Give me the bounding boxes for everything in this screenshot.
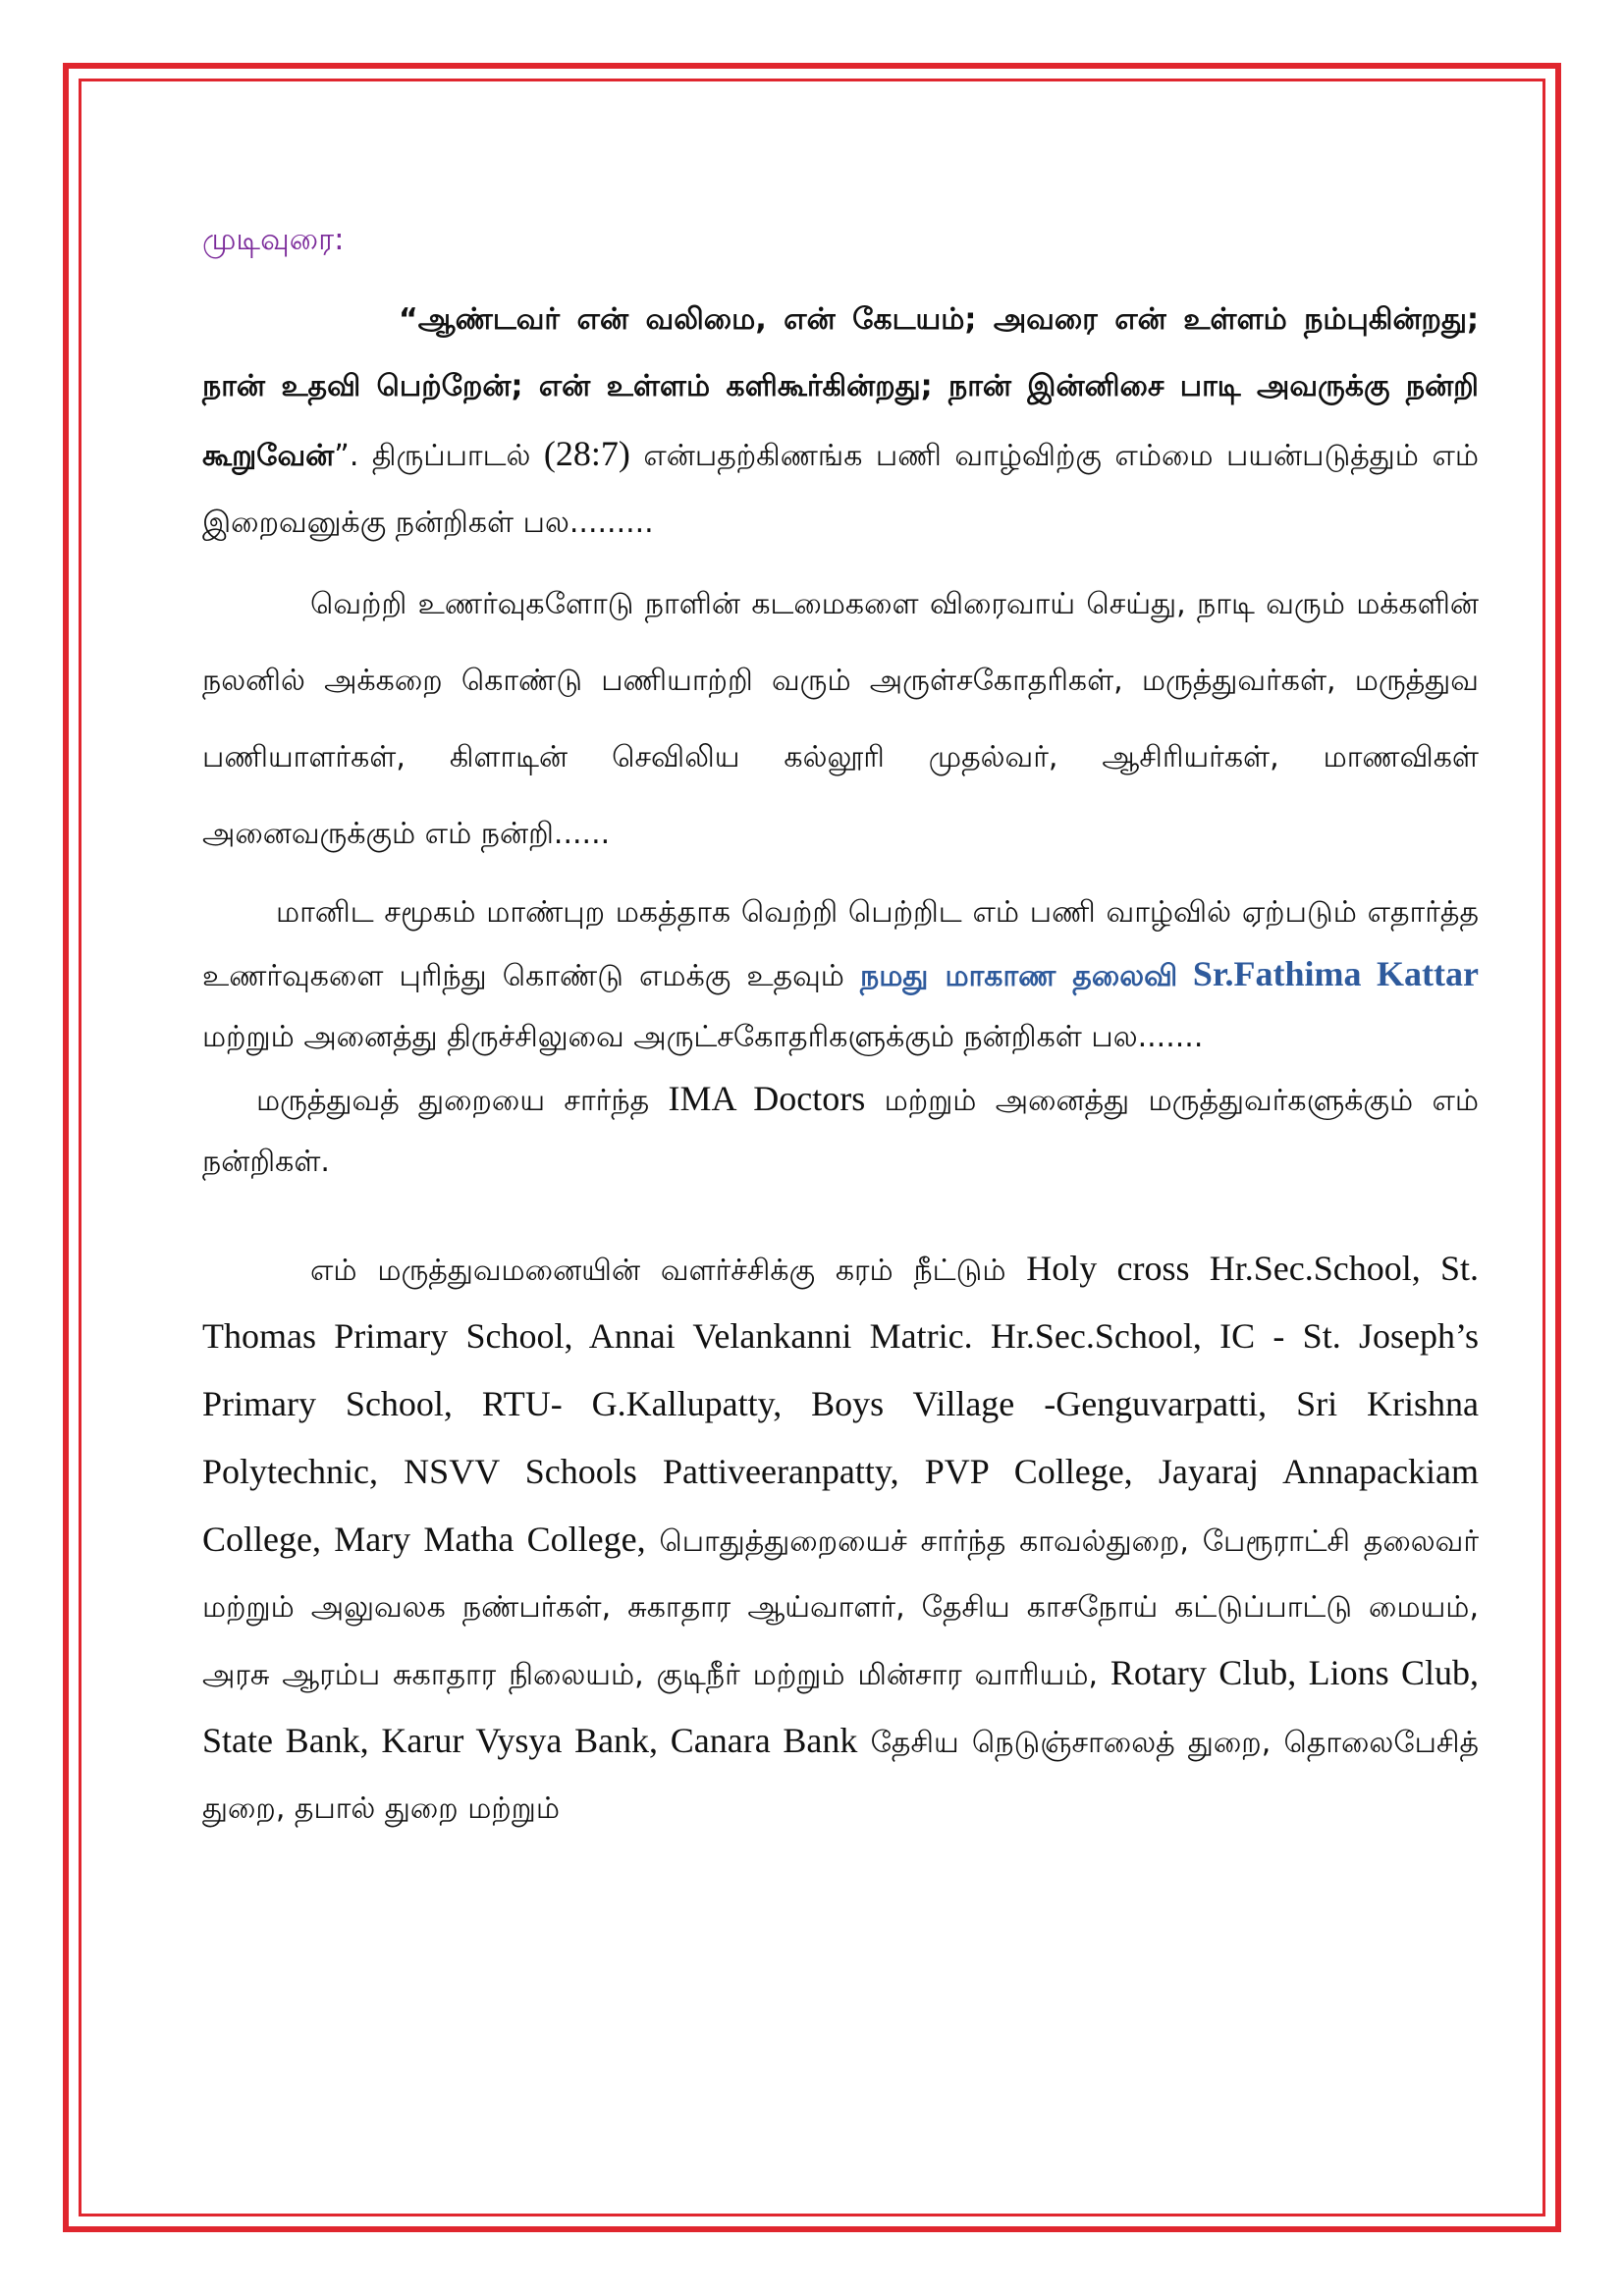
p4-text-1: மருத்துவத் துறையை சார்ந்த [256,1084,669,1118]
p5-text-3: தேசிய நெடுஞ்சாலைத் துறை, தொலைபேசித் துறை, தபால் துறை மற்றும் [202,1726,1479,1826]
paragraph-provincial-thanks [202,882,1479,1068]
p5-text-2: பொதுத்துறையைச் சார்ந்த காவல்துறை, பேரூராட்சி தலைவர் மற்றும் அலுவலக நண்பர்கள், சுகாதார ஆய்வாளர், தேசிய காசநோய் கட்டுப்பாட்டு மையம், அரசு ஆரம்ப சுகாதார நிலையம், குடிநீர் மற்றும் மின்சார வாரியம், [202,1524,1479,1692]
scripture-quote-end: ”. திருப்பாடல் [334,439,544,473]
p3-text-1: மானிட சமூகம் மாண்புற மகத்தாக வெற்றி பெற்றிட எம் பணி வாழ்வில் ஏற்படும் எதார்த்த உணர்வுகளை புரிந்து கொண்டு எமக்கு உதவும் [202,895,1479,993]
organizations-list: Rotary Club, Lions Club, State Bank, Karur Vysya Bank, Canara Bank [202,1653,1479,1760]
ima-doctors: IMA Doctors [668,1079,866,1118]
scripture-reference: (28:7) [543,434,630,473]
document-body [202,218,1479,1842]
provincial-name: Sr.Fathima Kattar [1177,954,1480,993]
p5-text-1: எம் மருத்துவமனையின் வளர்ச்சிக்கு கரம் நீட்டும் [310,1254,1027,1288]
scripture-rest: என்பதற்கிணங்க பணி வாழ்விற்கு எம்மை பயன்படுத்தும் எம் இறைவனுக்கு நன்றிகள் பல......... [202,439,1479,540]
p3-text-2: மற்றும் அனைத்து திருச்சிலுவை அருட்சகோதரிகளுக்கும் நன்றிகள் பல....... [202,1020,1204,1054]
scripture-quote: “ஆண்டவர் என் வலிமை, என் கேடயம்; அவரை என் உள்ளம் நம்புகின்றது; நான் உதவி பெற்றேன்; என் உள்ளம் களிகூர்கின்றது; நான் இன்னிசை பாடி அவருக்கு நன்றி கூறுவேன் [202,302,1479,473]
paragraph-staff-thanks: வெற்றி உணர்வுகளோடு நாளின் கடமைகளை விரைவாய் செய்து, நாடி வரும் மக்களின் நலனில் அக்கறை கொண்டு பணியாற்றி வரும் அருள்சகோதரிகள், மருத்துவர்கள், மருத்துவ பணியாளர்கள், கிளாடின் செவிலிய கல்லூரி முதல்வர், ஆசிரியர்கள், மாணவிகள் அனைவருக்கும் எம் நன்றி...... [202,587,1479,851]
paragraph-institutions-thanks [202,1236,1479,1842]
paragraph-scripture [202,287,1479,557]
paragraph-doctors-thanks [202,1068,1479,1193]
section-heading: முடிவுரை: [202,222,345,257]
p4-text-2: மற்றும் அனைத்து மருத்துவர்களுக்கும் எம் நன்றிகள். [202,1084,1479,1179]
provincial-title: நமது மாகாண தலைவி [860,959,1178,993]
institutions-list: Holy cross Hr.Sec.School, St. Thomas Primary School, Annai Velankanni Matric. Hr.Sec.School, IC - St. Joseph’s Primary School, RTU- G.Kallupatty, Boys Village -Genguvarpatti, Sri Krishna Polytechnic, NSVV Schools Pattiveeranpatty, PVP College, Jayaraj Annapackiam College, Mary Matha College, [202,1249,1479,1559]
